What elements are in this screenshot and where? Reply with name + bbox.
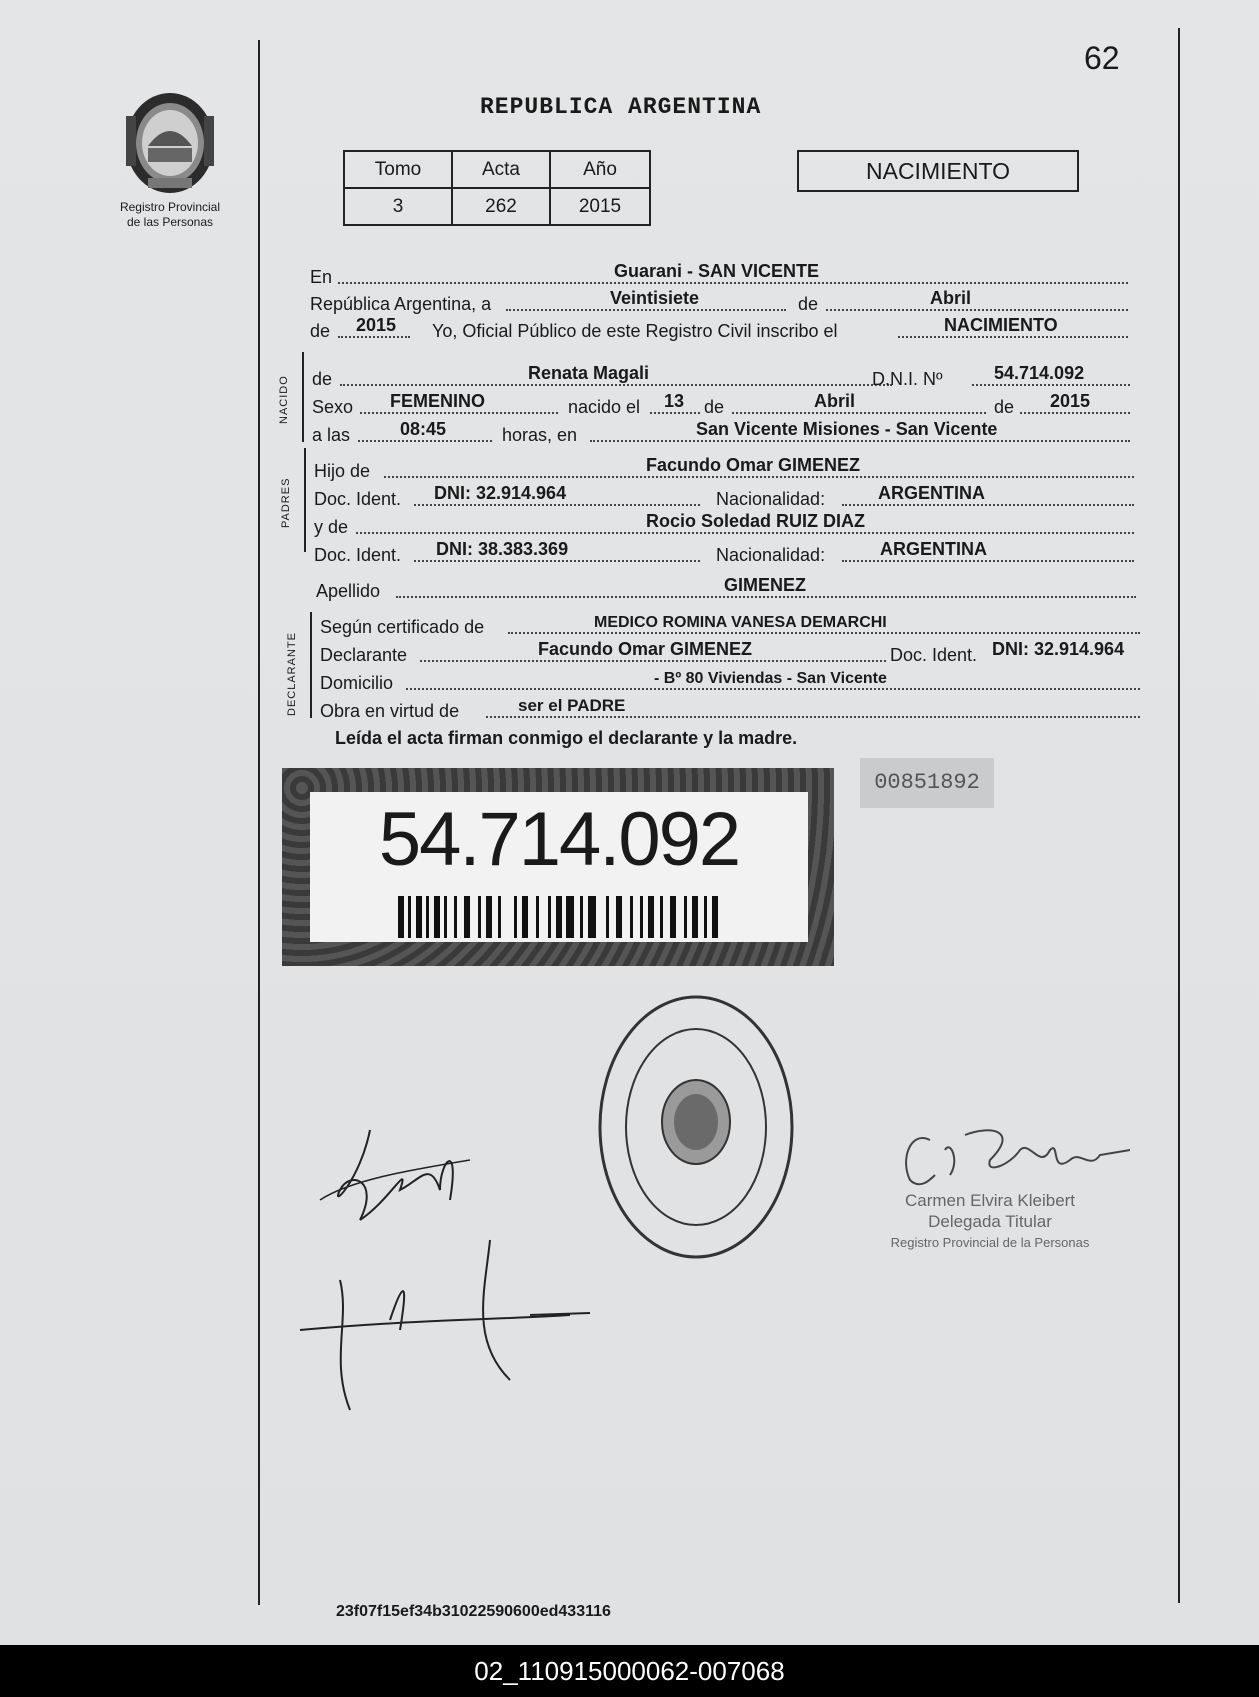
dots xyxy=(406,688,1140,690)
value-day: Veintisiete xyxy=(610,288,700,308)
row-hora xyxy=(312,420,1130,446)
label-sexo: Sexo xyxy=(312,397,354,417)
row-hijo-de xyxy=(314,456,1134,482)
label-oficial: Yo, Oficial Público de este Registro Civil inscribo el xyxy=(432,321,838,341)
value-apellido: GIMENEZ xyxy=(724,575,807,595)
value-domicilio: - Bº 80 Viviendas - San Vicente xyxy=(654,670,887,687)
label-nacionalidad: Nacionalidad: xyxy=(716,545,826,565)
label-declarante: Declarante xyxy=(320,645,408,665)
section-label-nacido: NACIDO xyxy=(278,375,290,424)
label-domicilio: Domicilio xyxy=(320,673,394,693)
row-nacido-name xyxy=(312,364,1130,390)
left-margin-line xyxy=(258,40,260,1605)
dots xyxy=(842,560,1134,562)
value-birth-day: 13 xyxy=(664,391,685,411)
row-domicilio xyxy=(320,668,1140,694)
file-id-footer: 02_110915000062-007068 xyxy=(0,1645,1259,1697)
dots xyxy=(360,412,558,414)
dots xyxy=(420,660,886,662)
row-en xyxy=(310,262,1128,288)
row-obra xyxy=(320,696,1140,722)
serial-number-stamp: 00851892 xyxy=(860,758,994,808)
official-signature xyxy=(890,1120,1140,1190)
label-horas: horas, en xyxy=(502,425,578,445)
label-en: En xyxy=(310,267,333,287)
official-signature-block xyxy=(880,1190,1100,1253)
dots xyxy=(732,412,986,414)
value-acta: 262 xyxy=(452,188,550,225)
label-apellido: Apellido xyxy=(316,581,381,601)
dots xyxy=(650,412,700,414)
logo-caption-line1: Registro Provincial xyxy=(119,200,221,214)
row-mother-doc xyxy=(314,540,1134,566)
row-y-de xyxy=(314,512,1134,538)
value-en: Guarani - SAN VICENTE xyxy=(614,261,820,281)
dots xyxy=(898,336,1128,338)
label-nacionalidad: Nacionalidad: xyxy=(716,489,826,509)
label-dni: D.N.I. Nº xyxy=(872,369,943,389)
row-sexo xyxy=(312,392,1130,418)
dots xyxy=(1020,412,1130,414)
value-mother: Rocio Soledad RUIZ DIAZ xyxy=(646,511,866,531)
value-certificado: MEDICO ROMINA VANESA DEMARCHI xyxy=(594,614,887,631)
logo-caption-line2: de las Personas xyxy=(126,215,214,229)
row-republica xyxy=(310,289,1128,315)
logo-caption xyxy=(100,200,240,230)
value-mother-doc: DNI: 38.383.369 xyxy=(436,539,569,559)
label-y-de: y de xyxy=(314,517,349,537)
dots xyxy=(338,282,1128,284)
padres-bracket xyxy=(304,448,306,552)
section-label-declarante: DECLARANTE xyxy=(286,632,298,716)
dots xyxy=(486,716,1140,718)
label-doc-ident: Doc. Ident. xyxy=(314,489,402,509)
dots xyxy=(340,384,892,386)
value-tomo: 3 xyxy=(344,188,452,225)
value-dni: 54.714.092 xyxy=(994,363,1085,383)
label-nacido-el: nacido el xyxy=(568,397,641,417)
label-de-3: de xyxy=(994,397,1015,417)
closing-statement: Leída el acta firman conmigo el declarante y la madre. xyxy=(335,728,798,748)
row-father-doc xyxy=(314,484,1134,510)
official-role: Delegada Titular xyxy=(928,1212,1052,1231)
value-birth-year: 2015 xyxy=(1050,391,1091,411)
label-republica: República Argentina, a xyxy=(310,294,492,314)
value-time: 08:45 xyxy=(400,419,447,439)
value-act: NACIMIENTO xyxy=(944,315,1058,335)
value-father: Facundo Omar GIMENEZ xyxy=(646,455,861,475)
header-anio: Año xyxy=(550,151,650,188)
label-de: de xyxy=(312,369,333,389)
header-tomo: Tomo xyxy=(344,151,452,188)
dots xyxy=(826,309,1128,311)
label-year-de: de xyxy=(310,321,331,341)
dots xyxy=(358,440,492,442)
barcode-number: 54.714.092 xyxy=(378,797,740,882)
official-office: Registro Provincial de la Personas xyxy=(890,1235,1090,1250)
label-doc-ident: Doc. Ident. xyxy=(314,545,402,565)
dots xyxy=(842,504,1134,506)
row-oficial xyxy=(310,316,1128,342)
act-type-box: NACIMIENTO xyxy=(797,150,1079,192)
value-anio: 2015 xyxy=(550,188,650,225)
dots xyxy=(972,384,1130,386)
label-decl-doc: Doc. Ident. xyxy=(890,645,978,665)
dots xyxy=(508,632,1140,634)
row-apellido xyxy=(316,576,1136,602)
registry-table xyxy=(343,150,651,226)
dots xyxy=(384,476,1134,478)
dots xyxy=(414,504,700,506)
value-father-doc: DNI: 32.914.964 xyxy=(434,483,567,503)
label-certificado: Según certificado de xyxy=(320,617,485,637)
label-a-las: a las xyxy=(312,425,351,445)
value-name: Renata Magali xyxy=(528,363,650,383)
document-hash: 23f07f15ef34b31022590600ed433116 xyxy=(336,1603,611,1620)
barcode-icon xyxy=(398,896,718,938)
dots xyxy=(356,532,1134,534)
misiones-seal-logo xyxy=(118,86,222,200)
dni-barcode-sticker xyxy=(282,768,834,966)
declarant-signature xyxy=(290,1120,610,1420)
dots xyxy=(590,440,1130,442)
value-declarante: Facundo Omar GIMENEZ xyxy=(538,639,753,659)
value-decl-doc: DNI: 32.914.964 xyxy=(992,639,1125,659)
barcode-label xyxy=(310,792,808,942)
right-margin-line xyxy=(1178,28,1180,1603)
page-number: 62 xyxy=(1084,40,1120,76)
row-declarante xyxy=(320,640,1140,666)
value-birth-month: Abril xyxy=(814,391,856,411)
dots xyxy=(338,336,410,338)
declarante-bracket xyxy=(310,612,312,718)
value-mother-nationality: ARGENTINA xyxy=(880,539,987,559)
label-obra: Obra en virtud de xyxy=(320,701,460,721)
section-label-padres: PADRES xyxy=(280,477,292,528)
value-father-nationality: ARGENTINA xyxy=(878,483,985,503)
nacido-bracket xyxy=(302,352,304,442)
dots xyxy=(506,309,786,311)
official-name: Carmen Elvira Kleibert xyxy=(904,1191,1076,1210)
registry-stamp-icon xyxy=(596,992,796,1262)
value-month: Abril xyxy=(930,288,972,308)
header-acta: Acta xyxy=(452,151,550,188)
dots xyxy=(396,596,1136,598)
document-title: REPUBLICA ARGENTINA xyxy=(480,94,762,120)
dots xyxy=(414,560,700,562)
value-year: 2015 xyxy=(356,315,397,335)
value-place: San Vicente Misiones - San Vicente xyxy=(696,419,998,439)
label-hijo-de: Hijo de xyxy=(314,461,371,481)
value-sexo: FEMENINO xyxy=(390,391,486,411)
label-de-2: de xyxy=(704,397,725,417)
label-de: de xyxy=(798,294,819,314)
row-certificado xyxy=(320,612,1140,638)
value-obra: ser el PADRE xyxy=(518,696,626,715)
